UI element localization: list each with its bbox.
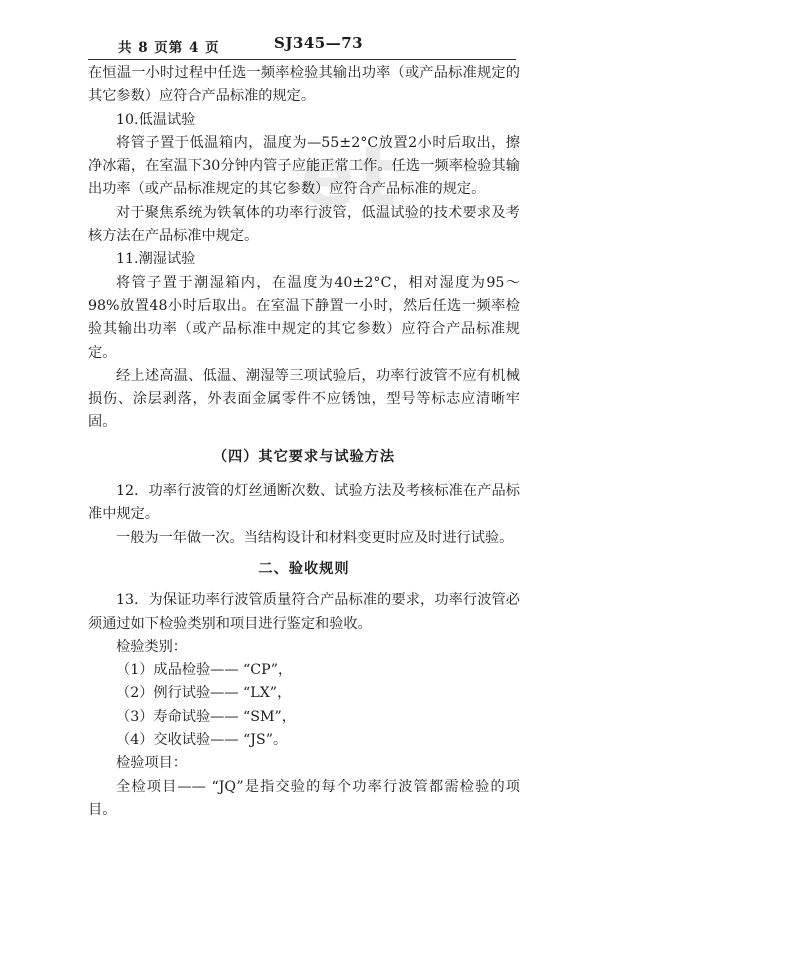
section-heading-other-requirements: （四）其它要求与试验方法 [212, 448, 396, 465]
paragraph-annual: 一般为一年做一次。当结构设计和材料变更时应及时进行试验。 [116, 529, 514, 546]
list-title-items: 检验项目： [116, 755, 187, 772]
paragraph-humidity: 将管子置于潮湿箱内，在温度为40±2°C，相对湿度为95～98%放置48小时后取出。在室温下静置一小时，然后任选一频率检验其输出功率（或产品标准中规定的其它参数）应符合产品标准规定。 [88, 274, 520, 361]
paragraph-constant-temp: 在恒温一小时过程中任选一频率检验其输出功率（或产品标准规定的其它参数）应符合产品标准的规定。 [88, 65, 520, 105]
section-heading-humidity: 11.潮湿试验 [116, 251, 196, 268]
section-heading-low-temp: 10.低温试验 [116, 111, 196, 128]
paragraph-after-tests: 经上述高温、低温、潮湿等三项试验后，功率行波管不应有机械损伤、涂层剥落，外表面金属零件不应锈蚀，型号等标志应清晰牢固。 [88, 367, 520, 431]
header-divider [88, 59, 516, 60]
page-number: 共 8 页第 4 页 [118, 40, 220, 56]
list-item-cp: （1）成品检验—— “CP”， [116, 662, 293, 679]
document-code: SJ345—73 [274, 34, 364, 52]
paragraph-ferrite: 对于聚焦系统为铁氧体的功率行波管，低温试验的技术要求及考核方法在产品标准中规定。 [88, 204, 520, 245]
list-title-categories: 检验类别： [116, 638, 187, 655]
list-item-lx: （2）例行试验—— “LX”， [116, 685, 292, 702]
paragraph-low-temp: 将管子置于低温箱内，温度为—55±2°C放置2小时后取出，擦净冰霜，在室温下30分钟内管子应能正常工作。任选一频率检验其输出功率（或产品标准规定的其它参数）应符合产品标准的规定。 [88, 134, 520, 198]
page-header [88, 34, 516, 60]
list-item-sm: （3）寿命试验—— “SM”， [116, 708, 296, 725]
list-item-js: （4）交收试验—— “JS”。 [116, 732, 288, 749]
section-heading-acceptance: 二、验收规则 [258, 560, 350, 577]
paragraph-full-inspection: 全检项目—— “JQ”是指交验的每个功率行波管都需检验的项目。 [88, 778, 520, 818]
document-body [88, 62, 520, 822]
paragraph-acceptance: 13．为保证功率行波管质量符合产品标准的要求，功率行波管必须通过如下检验类别和项目进行鉴定和验收。 [88, 592, 520, 632]
paragraph-filament: 12．功率行波管的灯丝通断次数、试验方法及考核标准在产品标准中规定。 [88, 483, 520, 523]
watermark: et [300, 130, 399, 225]
